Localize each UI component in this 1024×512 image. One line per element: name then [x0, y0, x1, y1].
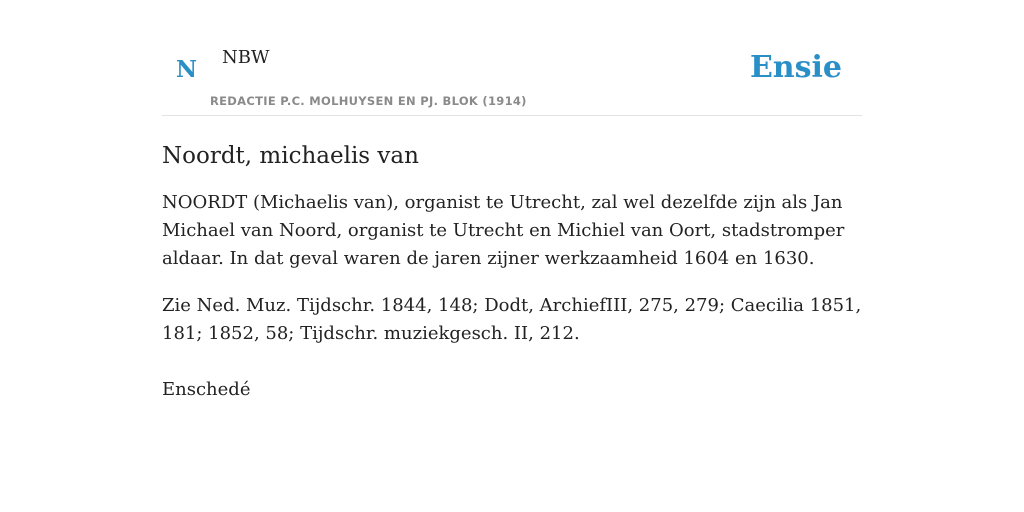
brand-logo[interactable]: Ensie — [749, 50, 842, 85]
entry-references: Zie Ned. Muz. Tijdschr. 1844, 148; Dodt, ArchiefIII, 275, 279; Caecilia 1851, 181; 1852, 58; Tijdschr. muziekgesch. II, 212. — [162, 295, 862, 344]
entry-author: Enschedé — [162, 379, 251, 400]
entry-paragraph: NOORDT (Michaelis van), organist te Utrecht, zal wel dezelfde zijn als Jan Michael van Noord, organist te Utrecht en Michiel van Oort, stadstromper aldaar. In dat geval waren de jaren zijner werkzaamheid 1604 en 1630. — [162, 192, 845, 269]
page — [162, 0, 862, 404]
source-subtitle: REDACTIE P.C. MOLHUYSEN EN PJ. BLOK (1914) — [210, 94, 527, 108]
source-header — [162, 0, 862, 116]
source-logo[interactable]: N — [176, 56, 198, 83]
source-title[interactable]: NBW — [222, 47, 270, 68]
entry-title: Noordt, michaelis van — [162, 143, 419, 169]
